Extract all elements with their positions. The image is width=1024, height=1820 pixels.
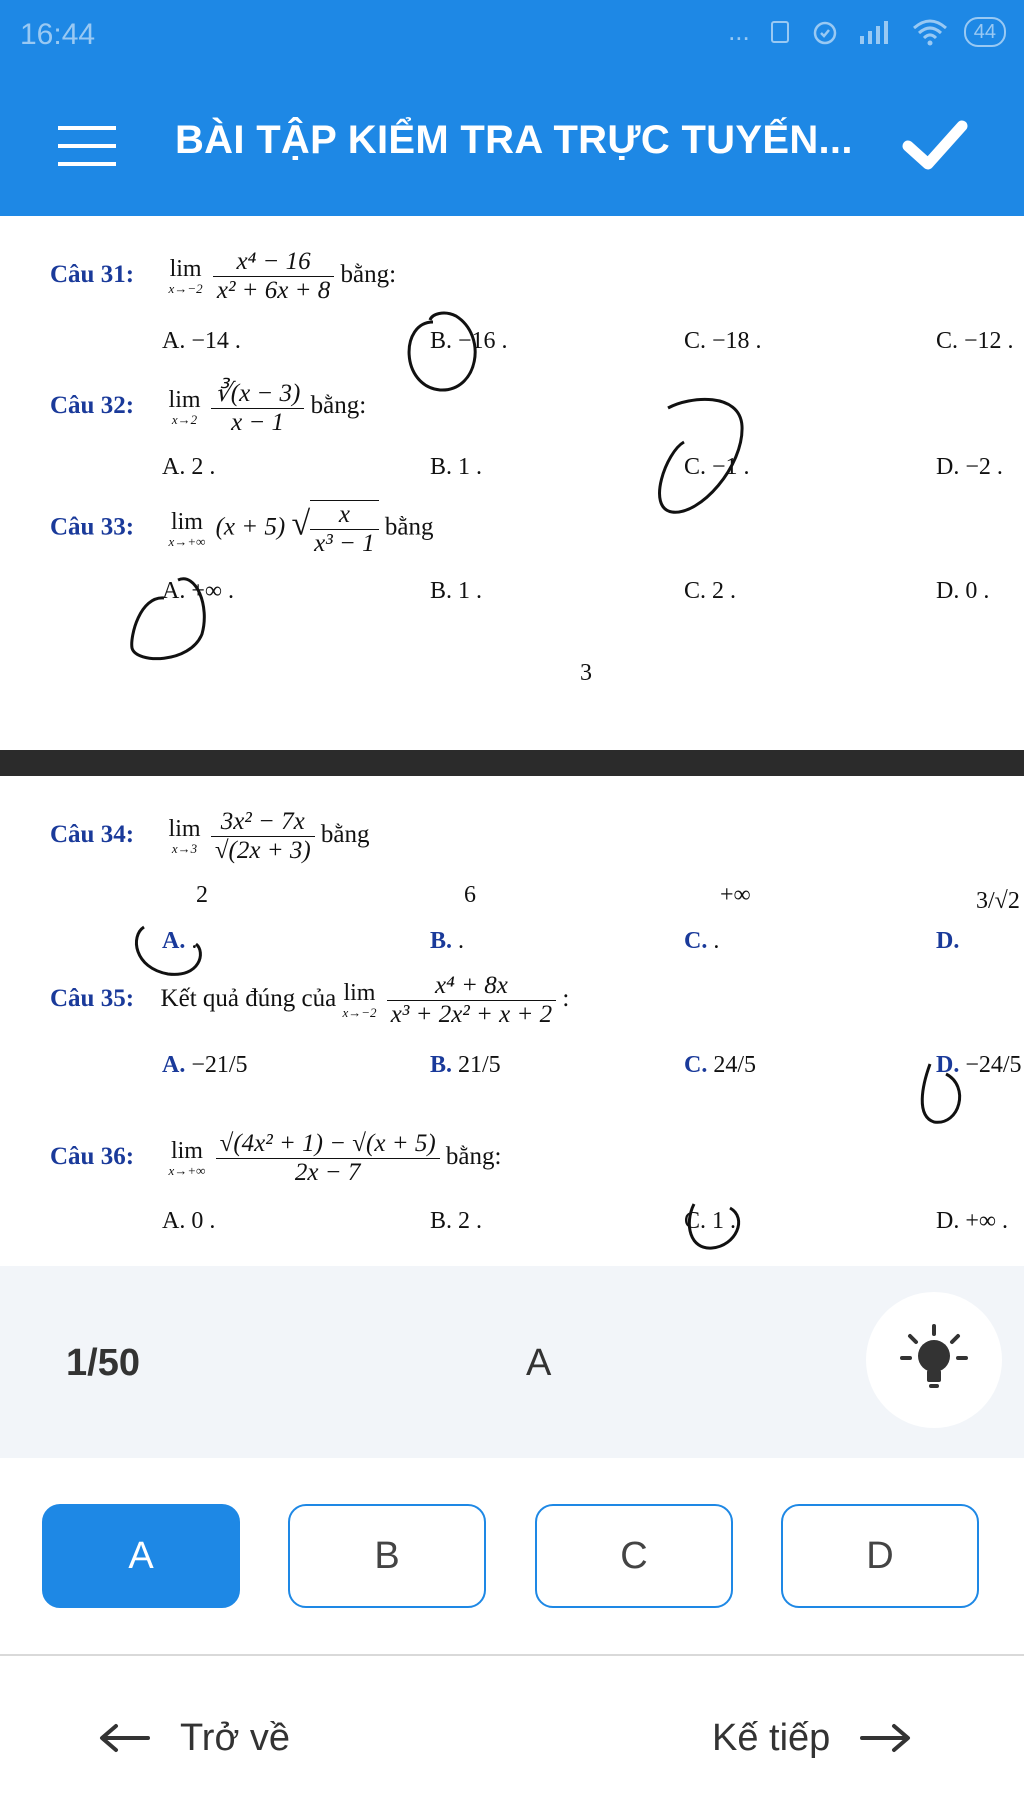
q32-option-d: D. −2 .: [936, 454, 1003, 480]
wifi-icon: [912, 18, 948, 46]
q32-option-c: C. −1 .: [684, 454, 750, 480]
next-button[interactable]: [712, 1696, 914, 1780]
selected-answer: A: [526, 1342, 552, 1384]
menu-button[interactable]: [58, 126, 116, 166]
q31-option-c: C. −18 .: [684, 328, 762, 354]
hint-button[interactable]: [866, 1292, 1002, 1428]
q31-option-c2: C. −12 .: [936, 328, 1014, 354]
q34-value-a: 2: [196, 882, 208, 908]
q32-option-a: A. 2 .: [162, 454, 216, 480]
app-bar: [0, 72, 1024, 216]
q34-option-d: D.: [936, 928, 960, 954]
q36-option-b: B. 2 .: [430, 1208, 483, 1234]
bottom-navigation: [0, 1656, 1024, 1820]
screen-icon: [766, 18, 794, 46]
q35-option-c: C. 24/5: [684, 1052, 757, 1078]
q33-option-c: C. 2 .: [684, 578, 737, 604]
q33-option-b: B. 1 .: [430, 578, 483, 604]
handwritten-marks: [0, 216, 1024, 1266]
q31-option-b: B. −16 .: [430, 328, 508, 354]
signal-icon: [856, 18, 896, 46]
q33-option-d: D. 0 .: [936, 578, 990, 604]
answer-choices: [0, 1458, 1024, 1654]
q34-value-c: +∞: [720, 882, 751, 908]
question-34: Câu 34: lim x→3 $\frac{\text{3x² − 7x}}{√(2x + 3)}$ bằng: [50, 808, 370, 864]
submit-check-button[interactable]: [900, 110, 970, 180]
alarm-icon: [810, 17, 840, 47]
question-progress: 1/50: [66, 1342, 140, 1384]
choice-a-button[interactable]: A: [42, 1504, 240, 1608]
next-label: Kế tiếp: [712, 1716, 831, 1759]
question-31: Câu 31: lim x→−2 $\frac{\text{x⁴ − 16}}{\text{x² + 6x + 8}}$ bằng:: [50, 248, 397, 304]
q35-option-b: B. 21/5: [430, 1052, 501, 1078]
choice-c-button[interactable]: C: [535, 1504, 733, 1608]
lightbulb-icon: [866, 1292, 1002, 1428]
question-35: Câu 35: Kết quả đúng của lim x→−2 $\frac{\text{x⁴ + 8x}}{\text{x³ + 2x² + x + 2}}$ :: [50, 972, 570, 1028]
q34-option-b: B. .: [430, 928, 465, 954]
q34-value-b: 6: [464, 882, 476, 908]
answer-status-bar: [0, 1266, 1024, 1458]
arrow-left-icon: [96, 1723, 150, 1753]
arrow-right-icon: [860, 1723, 914, 1753]
status-icons: [728, 16, 1006, 47]
q32-option-b: B. 1 .: [430, 454, 483, 480]
question-32: Câu 32: lim x→2 $\frac{∛(x - 3)}{x - 1}$ bằng:: [50, 380, 367, 436]
q34-option-c: C. .: [684, 928, 720, 954]
back-button[interactable]: [96, 1696, 290, 1780]
q31-option-a: A. −14 .: [162, 328, 241, 354]
checkmark-icon: [900, 110, 970, 180]
page-title: BÀI TẬP KIỂM TRA TRỰC TUYẾN...: [175, 118, 853, 162]
q35-option-d: D. −24/5: [936, 1052, 1022, 1078]
q35-option-a: A. −21/5: [162, 1052, 248, 1078]
question-document[interactable]: [0, 216, 1024, 1266]
question-36: Câu 36: lim x→+∞ $\frac{\text{√(4x² + 1) − √(x + 5)}}{2x - 7}$ bằng:: [50, 1130, 502, 1186]
q36-option-a: A. 0 .: [162, 1208, 216, 1234]
q34-option-a: A. .: [162, 928, 198, 954]
q34-value-d: 3/√2: [976, 888, 1020, 914]
more-dots-icon: ...: [728, 16, 750, 46]
q36-option-d: D. +∞ .: [936, 1208, 1008, 1234]
status-bar: [0, 0, 1024, 72]
battery-icon: 44: [964, 17, 1006, 47]
choice-b-button[interactable]: B: [288, 1504, 486, 1608]
page-number: 3: [580, 660, 592, 686]
q33-option-a: A. +∞ .: [162, 578, 234, 604]
back-label: Trở về: [180, 1716, 291, 1759]
choice-d-button[interactable]: D: [781, 1504, 979, 1608]
q36-option-c: C. 1 .: [684, 1208, 737, 1234]
page-separator: [0, 750, 1024, 776]
question-33: Câu 33: lim x→+∞ (x + 5) √ $\frac{x}{\text{x³ − 1}}$ bằng: [50, 501, 434, 557]
status-time: 16:44: [20, 18, 96, 51]
